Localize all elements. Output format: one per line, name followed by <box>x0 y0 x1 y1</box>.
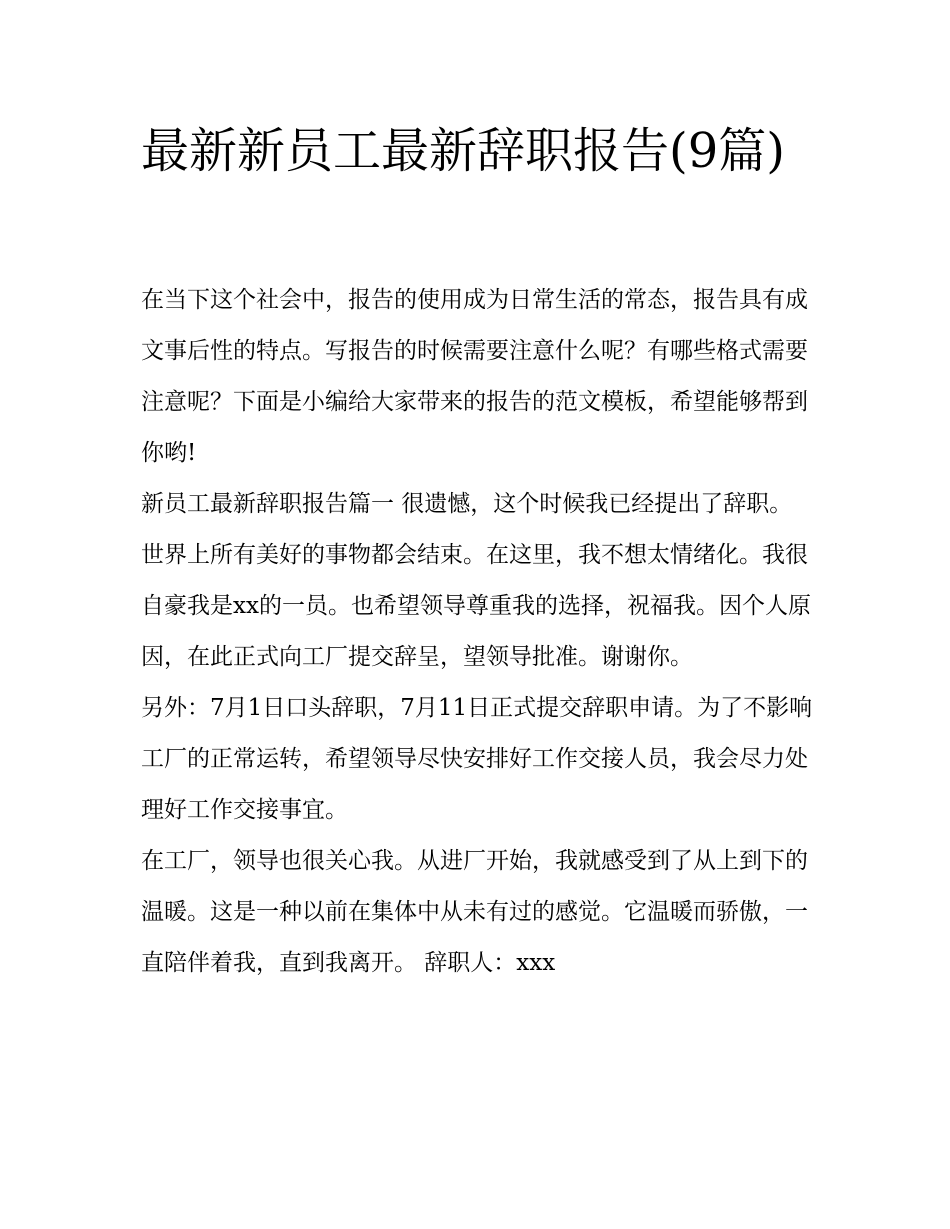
paragraph-section-one-heading: 新员工最新辞职报告篇一 很遗憾，这个时候我已经提出了辞职。 <box>141 491 793 517</box>
paragraph-farewell: 世界上所有美好的事物都会结束。在这里，我不想太情绪化。我很自豪我是xx的一员。也希望领导尊重我的选择，祝福我。因个人原因，在此正式向工厂提交辞呈，望领导批准。谢谢你。 <box>141 542 811 670</box>
document-body <box>141 275 813 989</box>
paragraph-dates: 另外：7月1日口头辞职，7月11日正式提交辞职申请。为了不影响工厂的正常运转，希望领导尽快安排好工作交接人员，我会尽力处理好工作交接事宜。 <box>141 695 813 823</box>
paragraph-closing-signature: 在工厂，领导也很关心我。从进厂开始，我就感受到了从上到下的温暖。这是一种以前在集体中从未有过的感觉。它温暖而骄傲，一直陪伴着我，直到我离开。 辞职人：xxx <box>141 848 808 976</box>
document-title: 最新新员工最新辞职报告(9篇) <box>141 123 785 179</box>
paragraph-intro: 在当下这个社会中，报告的使用成为日常生活的常态，报告具有成文事后性的特点。写报告的时候需要注意什么呢？有哪些格式需要注意呢？下面是小编给大家带来的报告的范文模板，希望能够帮到你哟! <box>141 287 808 466</box>
